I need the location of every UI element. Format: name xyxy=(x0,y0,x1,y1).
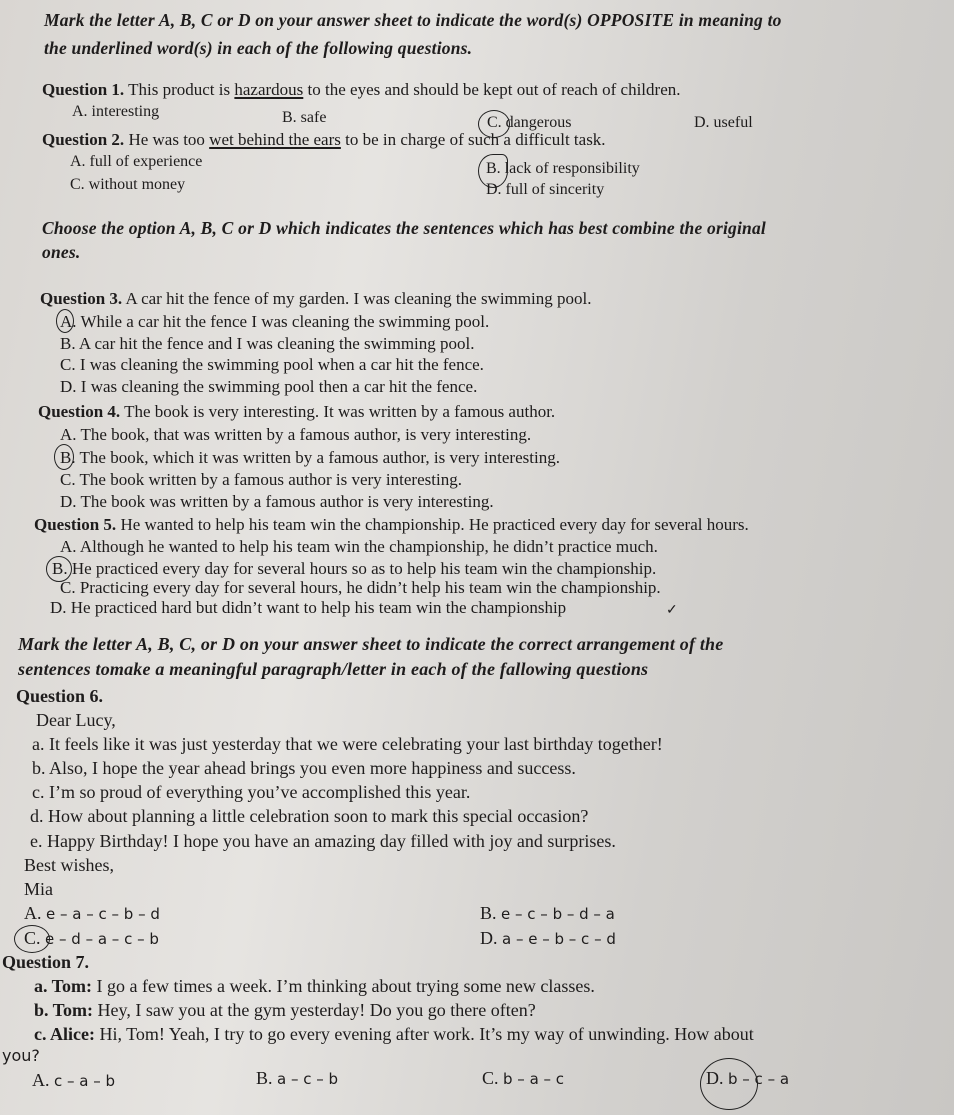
question-1-label: Question 1. xyxy=(42,80,125,99)
question-3-option-c: C. I was cleaning the swimming pool when a car hit the fence. xyxy=(60,355,484,374)
option-sequence: a – e – b – c – d xyxy=(502,930,616,948)
option-letter: D. xyxy=(706,1068,724,1088)
question-5-text: He wanted to help his team win the championship. He practiced every day for several hours. xyxy=(116,515,749,534)
question-1-option-d: D. useful xyxy=(694,114,753,131)
question-5-option-b: B. He practiced every day for several hours so as to help his team win the championship. xyxy=(52,559,657,578)
question-1-text-post: to the eyes and should be kept out of reach of children. xyxy=(303,80,681,99)
option-letter: C. xyxy=(24,928,41,948)
option-sequence: c – a – b xyxy=(54,1072,116,1090)
question-6-option-d xyxy=(480,928,616,949)
question-3-option-a: A. While a car hit the fence I was cleaning the swimming pool. xyxy=(60,312,490,331)
question-2-option-a: A. full of experience xyxy=(70,153,203,170)
option-letter: C. xyxy=(482,1068,499,1088)
question-5-option-c: C. Practicing every day for several hours, he didn’t help his team win the championship. xyxy=(60,578,661,597)
question-1-underlined-word: hazardous xyxy=(234,80,304,99)
question-3-option-b: B. A car hit the fence and I was cleaning the swimming pool. xyxy=(60,334,475,353)
question-7-option-b xyxy=(256,1068,338,1089)
question-2-text-pre: He was too xyxy=(124,130,210,149)
instruction-combine-line2: ones. xyxy=(42,242,81,262)
question-6-label: Question 6. xyxy=(16,686,104,706)
question-5-option-d: D. He practiced hard but didn’t want to help his team win the championship xyxy=(50,598,567,617)
option-sequence: b – a – c xyxy=(503,1070,565,1088)
speaker-name: c. Alice: xyxy=(34,1024,95,1044)
letter-closing: Best wishes, xyxy=(24,855,114,875)
letter-sentence-a: a. It feels like it was just yesterday that we were celebrating your last birthday together! xyxy=(32,734,663,754)
option-sequence: e – a – c – b – d xyxy=(46,905,160,923)
question-3-text: A car hit the fence of my garden. I was cleaning the swimming pool. xyxy=(122,289,592,308)
dialogue-line-c xyxy=(34,1024,754,1044)
option-sequence: e – d – a – c – b xyxy=(45,930,159,948)
instruction-arrange-line1: Mark the letter A, B, C, or D on your answer sheet to indicate the correct arrangement of the xyxy=(18,634,724,654)
instruction-combine-line1: Choose the option A, B, C or D which indicates the sentences which has best combine the original xyxy=(42,218,766,238)
option-sequence: b – c – a xyxy=(728,1070,790,1088)
letter-sentence-d: d. How about planning a little celebration soon to mark this special occasion? xyxy=(30,806,589,826)
question-4-option-a: A. The book, that was written by a famous author, is very interesting. xyxy=(60,425,532,444)
question-1-option-c: C. dangerous xyxy=(487,114,572,131)
question-4-label: Question 4. xyxy=(38,402,121,421)
letter-signature: Mia xyxy=(24,879,53,899)
question-6-option-a xyxy=(24,903,160,924)
question-2-label: Question 2. xyxy=(42,130,125,149)
question-1-option-b: B. safe xyxy=(282,109,327,126)
question-4-option-b: B. The book, which it was written by a famous author, is very interesting. xyxy=(60,448,560,467)
dialogue-text: Hi, Tom! Yeah, I try to go every evening after work. It’s my way of unwinding. How about xyxy=(94,1024,754,1044)
letter-sentence-b: b. Also, I hope the year ahead brings you even more happiness and success. xyxy=(32,758,576,778)
question-1-stem xyxy=(42,80,680,100)
option-letter: A. xyxy=(32,1070,50,1090)
instruction-opposite-line2: the underlined word(s) in each of the following questions. xyxy=(44,38,473,58)
question-5-option-a: A. Although he wanted to help his team win the championship, he didn’t practice much. xyxy=(60,537,658,556)
option-letter: B. xyxy=(256,1068,273,1088)
dialogue-text: Hey, I saw you at the gym yesterday! Do you go there often? xyxy=(93,1000,536,1020)
letter-sentence-e: e. Happy Birthday! I hope you have an amazing day filled with joy and surprises. xyxy=(30,831,616,851)
option-letter: A. xyxy=(24,903,42,923)
option-sequence: e – c – b – d – a xyxy=(501,905,615,923)
question-7-option-c xyxy=(482,1068,564,1089)
question-1-option-a: A. interesting xyxy=(72,103,160,120)
question-2-option-d: D. full of sincerity xyxy=(486,181,605,198)
question-5-label: Question 5. xyxy=(34,515,117,534)
dialogue-line-b xyxy=(34,1000,536,1020)
question-7-option-d xyxy=(706,1068,789,1089)
speaker-name: a. Tom: xyxy=(34,976,93,996)
pen-mark-icon: ✓ xyxy=(666,603,678,618)
question-7-label: Question 7. xyxy=(2,952,90,972)
question-3-stem xyxy=(40,289,591,309)
option-letter: D. xyxy=(480,928,498,948)
question-5-stem xyxy=(34,515,749,535)
option-sequence: a – c – b xyxy=(277,1070,339,1088)
question-4-option-d: D. The book was written by a famous author is very interesting. xyxy=(60,492,494,511)
letter-sentence-c: c. I’m so proud of everything you’ve accomplished this year. xyxy=(32,782,471,802)
question-6-option-c xyxy=(24,928,159,949)
letter-greeting: Dear Lucy, xyxy=(36,710,116,730)
question-2-stem xyxy=(42,130,606,150)
speaker-name: b. Tom: xyxy=(34,1000,94,1020)
question-4-text: The book is very interesting. It was written by a famous author. xyxy=(120,402,556,421)
dialogue-line-a xyxy=(34,976,595,996)
instruction-opposite-line1: Mark the letter A, B, C or D on your answer sheet to indicate the word(s) OPPOSITE in meaning to xyxy=(44,10,782,30)
question-7-option-a xyxy=(32,1070,115,1091)
option-letter: B. xyxy=(480,903,497,923)
dialogue-text: I go a few times a week. I’m thinking about trying some new classes. xyxy=(92,976,595,996)
question-2-underlined-phrase: wet behind the ears xyxy=(209,130,341,149)
instruction-arrange-line2: sentences tomake a meaningful paragraph/letter in each of the fallowing questions xyxy=(18,659,649,679)
question-4-stem xyxy=(38,402,555,422)
question-2-option-c: C. without money xyxy=(70,176,186,193)
question-1-text-pre: This product is xyxy=(124,80,235,99)
question-6-option-b xyxy=(480,903,615,924)
dialogue-line-c-continued: you? xyxy=(2,1046,40,1065)
question-4-option-c: C. The book written by a famous author is very interesting. xyxy=(60,470,462,489)
question-3-label: Question 3. xyxy=(40,289,123,308)
question-2-text-post: to be in charge of such a difficult task. xyxy=(340,130,606,149)
question-2-option-b: B. lack of responsibility xyxy=(486,160,640,177)
question-3-option-d: D. I was cleaning the swimming pool then a car hit the fence. xyxy=(60,377,478,396)
